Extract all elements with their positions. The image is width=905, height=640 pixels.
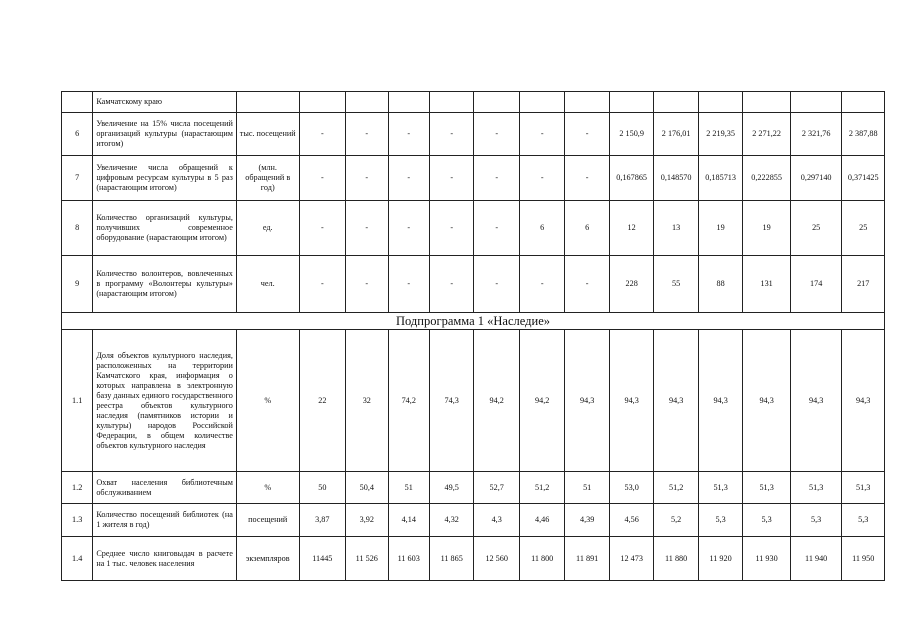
- value-cell: 11 930: [743, 537, 791, 581]
- row-number: 8: [62, 201, 93, 256]
- value-cell: 51,3: [743, 472, 791, 504]
- value-cell: -: [429, 201, 473, 256]
- value-cell: 4,56: [609, 504, 653, 537]
- value-cell: [698, 92, 742, 113]
- value-cell: [299, 92, 346, 113]
- value-cell: 50,4: [346, 472, 388, 504]
- unit-cell: экземпляров: [236, 537, 299, 581]
- value-cell: 32: [346, 330, 388, 472]
- value-cell: [790, 92, 842, 113]
- unit-cell: посещений: [236, 504, 299, 537]
- value-cell: [519, 92, 564, 113]
- table-row: [62, 472, 885, 504]
- value-cell: 11 920: [698, 537, 742, 581]
- value-cell: 2 150,9: [609, 113, 653, 156]
- table-row: [62, 256, 885, 313]
- value-cell: [429, 92, 473, 113]
- value-cell: -: [429, 113, 473, 156]
- value-cell: 5,2: [654, 504, 698, 537]
- value-cell: 2 219,35: [698, 113, 742, 156]
- value-cell: 2 321,76: [790, 113, 842, 156]
- subprogram-header-row: [62, 313, 885, 330]
- row-number: 9: [62, 256, 93, 313]
- value-cell: -: [299, 156, 346, 201]
- value-cell: 94,3: [654, 330, 698, 472]
- value-cell: 94,3: [698, 330, 742, 472]
- value-cell: 4,32: [429, 504, 473, 537]
- value-cell: 51,3: [698, 472, 742, 504]
- value-cell: 11 891: [565, 537, 609, 581]
- value-cell: 52,7: [474, 472, 519, 504]
- value-cell: 25: [842, 201, 885, 256]
- indicator-name: Среднее число книговыдач в расчете на 1 тыс. человек населения: [93, 537, 237, 581]
- indicator-name: Камчатскому краю: [93, 92, 237, 113]
- unit-cell: чел.: [236, 256, 299, 313]
- value-cell: 51,2: [654, 472, 698, 504]
- indicator-name: Количество посещений библиотек (на 1 жителя в год): [93, 504, 237, 537]
- value-cell: 94,3: [743, 330, 791, 472]
- table-body-bottom: [62, 330, 885, 581]
- value-cell: -: [519, 256, 564, 313]
- subprogram-title: Подпрограмма 1 «Наследие»: [62, 313, 885, 330]
- value-cell: 50: [299, 472, 346, 504]
- value-cell: -: [388, 256, 429, 313]
- value-cell: 228: [609, 256, 653, 313]
- unit-cell: %: [236, 330, 299, 472]
- value-cell: 11445: [299, 537, 346, 581]
- row-number: 1.4: [62, 537, 93, 581]
- value-cell: 88: [698, 256, 742, 313]
- value-cell: 5,3: [698, 504, 742, 537]
- value-cell: [842, 92, 885, 113]
- value-cell: 94,3: [790, 330, 842, 472]
- unit-cell: [236, 92, 299, 113]
- value-cell: 0,167865: [609, 156, 653, 201]
- unit-cell: тыс. посещений: [236, 113, 299, 156]
- value-cell: 0,297140: [790, 156, 842, 201]
- value-cell: -: [565, 113, 609, 156]
- indicator-name: Количество организаций культуры, получивших современное оборудование (нарастающим итогом): [93, 201, 237, 256]
- value-cell: 3,87: [299, 504, 346, 537]
- value-cell: 5,3: [743, 504, 791, 537]
- unit-cell: ед.: [236, 201, 299, 256]
- value-cell: -: [519, 113, 564, 156]
- value-cell: 174: [790, 256, 842, 313]
- value-cell: -: [474, 113, 519, 156]
- value-cell: [743, 92, 791, 113]
- value-cell: 12: [609, 201, 653, 256]
- row-number: [62, 92, 93, 113]
- row-number: 1.3: [62, 504, 93, 537]
- value-cell: [654, 92, 698, 113]
- value-cell: -: [474, 256, 519, 313]
- table-row: [62, 92, 885, 113]
- value-cell: -: [346, 201, 388, 256]
- value-cell: 51: [565, 472, 609, 504]
- value-cell: -: [429, 156, 473, 201]
- value-cell: 0,222855: [743, 156, 791, 201]
- table-row: [62, 537, 885, 581]
- value-cell: 0,371425: [842, 156, 885, 201]
- value-cell: [609, 92, 653, 113]
- table-row: [62, 504, 885, 537]
- value-cell: -: [346, 256, 388, 313]
- indicator-name: Увеличение числа обращений к цифровым ресурсам культуры в 5 раз (нарастающим итогом): [93, 156, 237, 201]
- value-cell: 0,148570: [654, 156, 698, 201]
- value-cell: -: [474, 156, 519, 201]
- value-cell: -: [299, 201, 346, 256]
- value-cell: -: [388, 156, 429, 201]
- value-cell: 12 473: [609, 537, 653, 581]
- table-row: [62, 113, 885, 156]
- value-cell: [346, 92, 388, 113]
- value-cell: 3,92: [346, 504, 388, 537]
- table-row: [62, 201, 885, 256]
- value-cell: 4,39: [565, 504, 609, 537]
- value-cell: 11 526: [346, 537, 388, 581]
- value-cell: -: [429, 256, 473, 313]
- value-cell: 131: [743, 256, 791, 313]
- value-cell: 4,3: [474, 504, 519, 537]
- value-cell: 94,2: [474, 330, 519, 472]
- unit-cell: (млн. обращений в год): [236, 156, 299, 201]
- value-cell: 94,3: [609, 330, 653, 472]
- value-cell: 5,3: [790, 504, 842, 537]
- value-cell: 4,14: [388, 504, 429, 537]
- value-cell: 51,3: [790, 472, 842, 504]
- indicator-name: Доля объектов культурного наследия, расположенных на территории Камчатского края, информация о которых направлена в электронную базу данных единого государственного реестра объектов культурного наследия (памятников истории и культуры) народов Российской Федерации, в общем количестве объектов культурного наследия: [93, 330, 237, 472]
- value-cell: 19: [698, 201, 742, 256]
- value-cell: -: [299, 256, 346, 313]
- value-cell: 5,3: [842, 504, 885, 537]
- value-cell: 11 950: [842, 537, 885, 581]
- value-cell: 0,185713: [698, 156, 742, 201]
- row-number: 7: [62, 156, 93, 201]
- value-cell: 94,2: [519, 330, 564, 472]
- value-cell: 55: [654, 256, 698, 313]
- value-cell: -: [474, 201, 519, 256]
- indicator-name: Количество волонтеров, вовлеченных в программу «Волонтеры культуры» (нарастающим итогом): [93, 256, 237, 313]
- value-cell: 74,2: [388, 330, 429, 472]
- value-cell: -: [346, 156, 388, 201]
- value-cell: 51: [388, 472, 429, 504]
- value-cell: -: [388, 201, 429, 256]
- row-number: 1.1: [62, 330, 93, 472]
- value-cell: 22: [299, 330, 346, 472]
- value-cell: [388, 92, 429, 113]
- value-cell: 51,3: [842, 472, 885, 504]
- value-cell: 51,2: [519, 472, 564, 504]
- value-cell: 11 800: [519, 537, 564, 581]
- value-cell: 2 176,01: [654, 113, 698, 156]
- value-cell: 13: [654, 201, 698, 256]
- value-cell: 94,3: [565, 330, 609, 472]
- row-number: 1.2: [62, 472, 93, 504]
- value-cell: -: [519, 156, 564, 201]
- value-cell: -: [299, 113, 346, 156]
- value-cell: 19: [743, 201, 791, 256]
- value-cell: 25: [790, 201, 842, 256]
- table-body-top: [62, 92, 885, 313]
- value-cell: -: [565, 256, 609, 313]
- value-cell: 74,3: [429, 330, 473, 472]
- value-cell: 4,46: [519, 504, 564, 537]
- value-cell: [565, 92, 609, 113]
- value-cell: 94,3: [842, 330, 885, 472]
- value-cell: 6: [519, 201, 564, 256]
- value-cell: 12 560: [474, 537, 519, 581]
- value-cell: 11 603: [388, 537, 429, 581]
- value-cell: 6: [565, 201, 609, 256]
- indicator-name: Увеличение на 15% числа посещений организаций культуры (нарастающим итогом): [93, 113, 237, 156]
- value-cell: 11 880: [654, 537, 698, 581]
- table-row: [62, 156, 885, 201]
- value-cell: -: [388, 113, 429, 156]
- value-cell: 53,0: [609, 472, 653, 504]
- value-cell: 11 865: [429, 537, 473, 581]
- unit-cell: %: [236, 472, 299, 504]
- value-cell: 49,5: [429, 472, 473, 504]
- subprogram-section: [62, 313, 885, 330]
- value-cell: 217: [842, 256, 885, 313]
- value-cell: -: [565, 156, 609, 201]
- table-row: [62, 330, 885, 472]
- row-number: 6: [62, 113, 93, 156]
- value-cell: -: [346, 113, 388, 156]
- value-cell: [474, 92, 519, 113]
- indicators-table: [61, 91, 885, 581]
- value-cell: 2 387,88: [842, 113, 885, 156]
- indicator-name: Охват населения библиотечным обслуживанием: [93, 472, 237, 504]
- value-cell: 11 940: [790, 537, 842, 581]
- value-cell: 2 271,22: [743, 113, 791, 156]
